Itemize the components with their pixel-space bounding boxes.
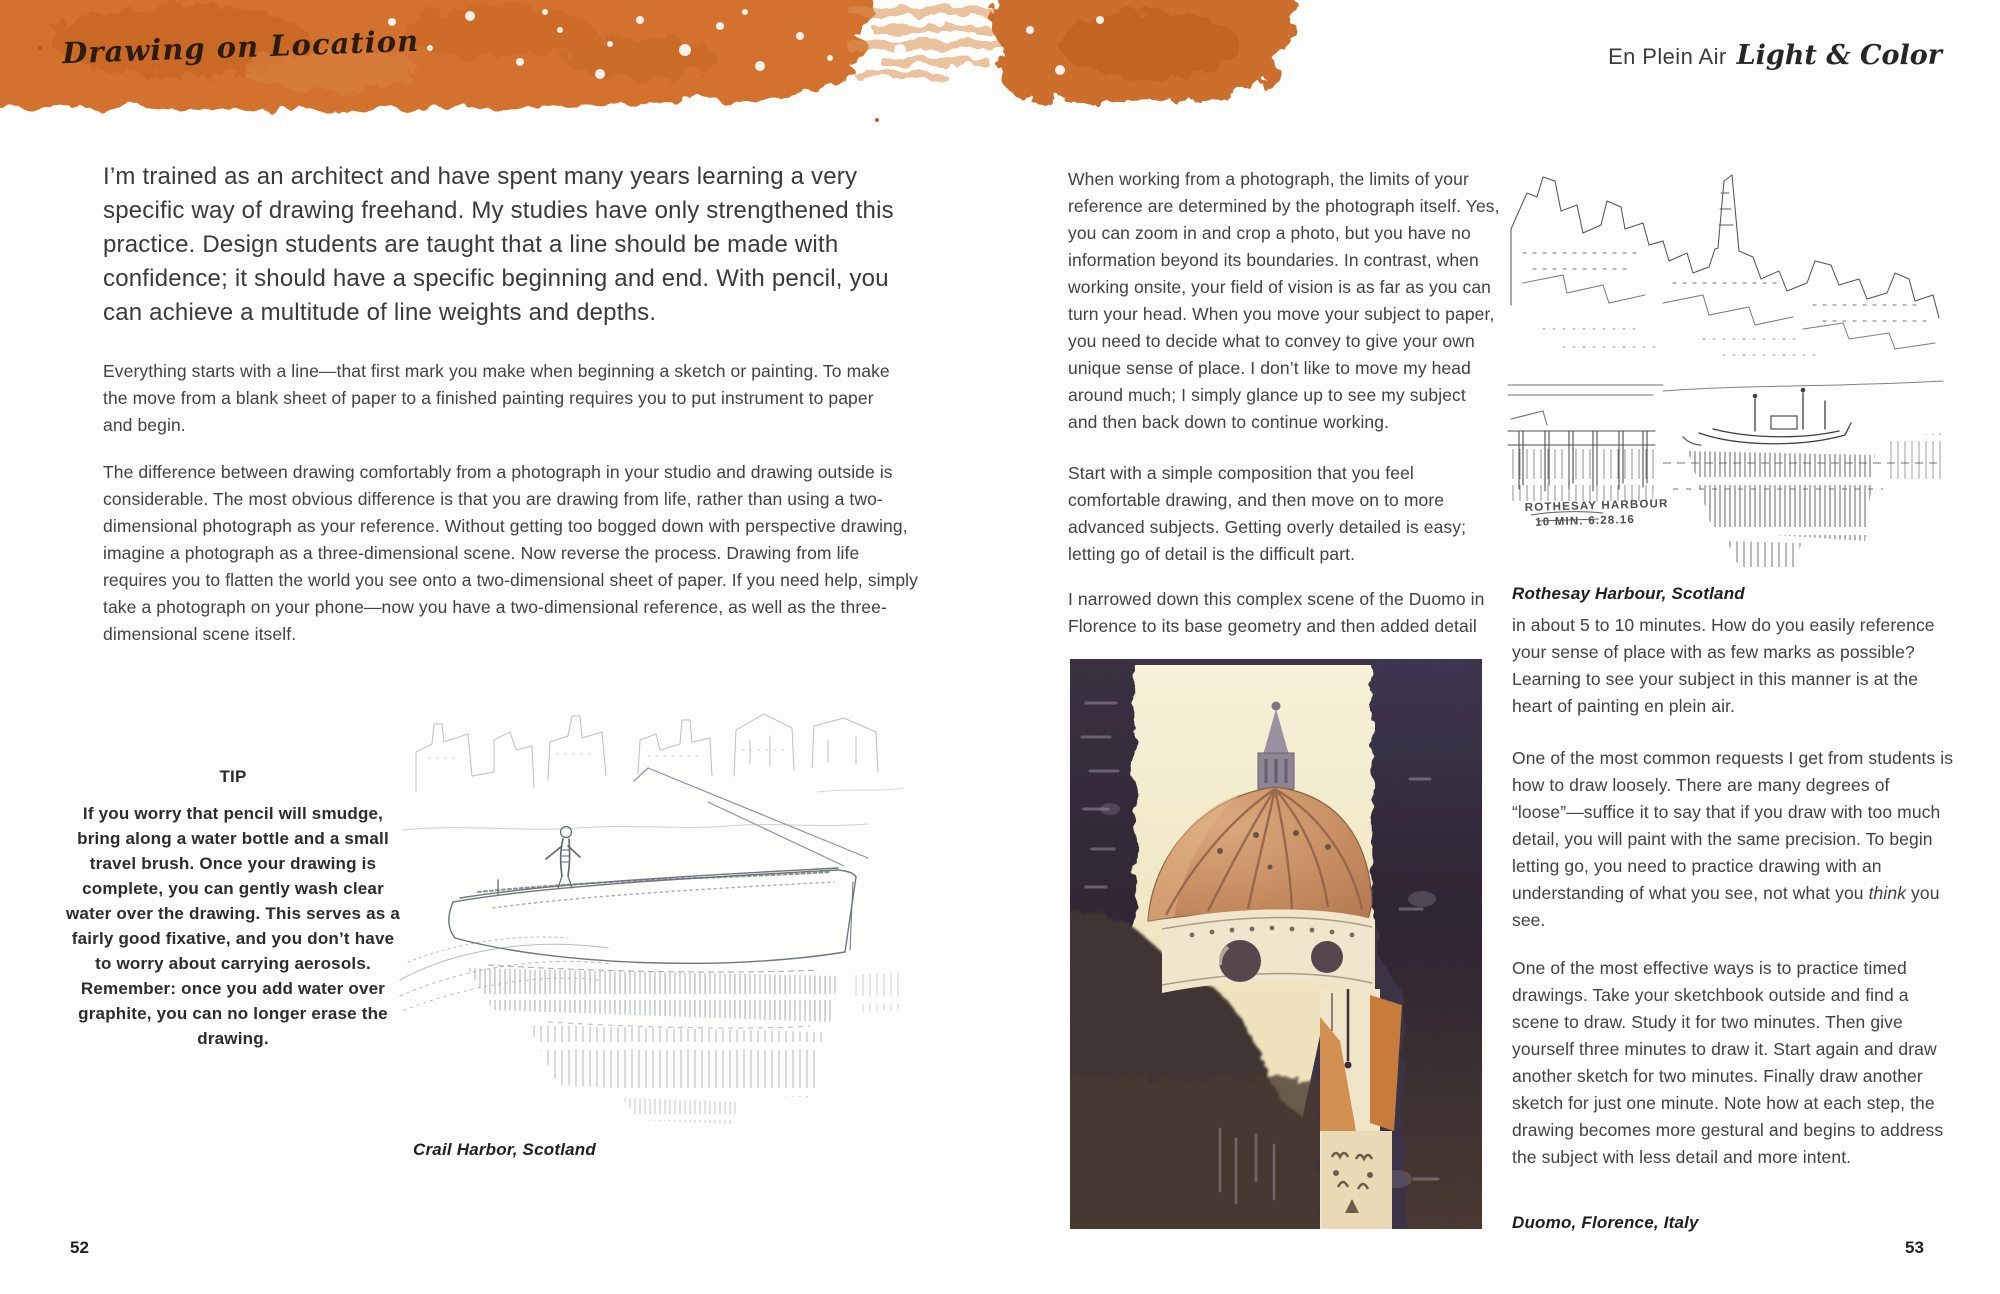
right-col1-paragraph-2: Start with a simple composition that you feel comfortable drawing, and then move on to more advanced subjects. Getting overly detailed is easy; letting go of detail is the difficult part. xyxy=(1068,463,1467,564)
left-paragraph-1: Everything starts with a line—that first mark you make when beginning a sketch or painting. To make the move from a blank sheet of paper to a finished painting requires you to put instrument to paper and begin. xyxy=(103,361,890,435)
sketch-annotation-line1: ROTHESAY HARBOUR xyxy=(1524,497,1669,515)
lead-paragraph: I’m trained as an architect and have spent many years learning a very specific way of drawing freehand. My studies have only strengthened this practice. Design students are taught that a line should be made with confidence; it should have a specific beginning and end. With pencil, you can achieve a multitude of line weights and depths. xyxy=(103,163,894,326)
watercolor-wash-banner xyxy=(0,0,1300,132)
right-running-head-script: Light & Color xyxy=(1736,40,1942,71)
right-col1-paragraph-3: I narrowed down this complex scene of the Duomo in Florence to its base geometry and then added detail xyxy=(1068,589,1485,636)
right-running-head-plain: En Plein Air xyxy=(1608,44,1727,69)
rothesay-harbour-sketch xyxy=(1503,133,1950,571)
tip-box xyxy=(66,764,400,1051)
crail-caption: Crail Harbor, Scotland xyxy=(413,1140,596,1159)
loose-paragraph-pre: One of the most common requests I get from students is how to draw loosely. There are many degrees of “loose”—suffice it to say that if you draw with too much detail, you will paint with the same precision. To begin letting go, you need to practice drawing with an understanding of what you see, not what you xyxy=(1512,748,1954,903)
left-running-head: Drawing on Location xyxy=(61,23,420,71)
crail-harbor-sketch xyxy=(398,680,910,1128)
sketch-annotation xyxy=(1525,497,1670,531)
loose-paragraph-post: you see. xyxy=(1512,883,1940,930)
right-col2-paragraph-1: in about 5 to 10 minutes. How do you easily reference your sense of place with as few marks as possible? Learning to see your subject in this manner is at the heart of painting en plein air. xyxy=(1512,615,1935,716)
duomo-caption: Duomo, Florence, Italy xyxy=(1512,1213,1699,1232)
left-paragraph-2: The difference between drawing comfortably from a photograph in your studio and drawing outside is considerable. The most obvious difference is that you are drawing from life, rather than using a two-dimensional photograph as your reference. Without getting too bogged down with perspective drawing, imagine a photograph as a three-dimensional scene. Now reverse the process. Drawing from life requires you to flatten the world you see onto a two-dimensional sheet of paper. If you need help, simply take a photograph on your phone—now you have a two-dimensional reference, as well as the three-dimensional scene itself. xyxy=(103,462,919,644)
right-col1-paragraph-1: When working from a photograph, the limits of your reference are determined by the photograph itself. Yes, you can zoom in and crop a photo, but you have no information beyond its boundaries. In contrast, when working onsite, your field of vision is as far as you can turn your head. When you move your subject to paper, you need to decide what to convey to give your own unique sense of place. I don’t like to move my head around much; I simply glance up to see my subject and then back down to continue working. xyxy=(1068,169,1500,432)
duomo-watercolor-painting xyxy=(1070,659,1482,1229)
left-page-number: 52 xyxy=(70,1238,89,1257)
right-col2-paragraph-3: One of the most effective ways is to practice timed drawings. Take your sketchbook outside and find a scene to draw. Study it for two minutes. Then give yourself three minutes to draw it. Start again and draw another sketch for two minutes. Finally draw another sketch for just one minute. Note how at each step, the drawing becomes more gestural and begins to address the subject with less detail and more intent. xyxy=(1512,958,1944,1167)
sketch-annotation-line2: 10 MIN. 6.28.16 xyxy=(1535,513,1636,529)
right-running-head xyxy=(1608,40,1942,71)
right-col2-paragraph-2 xyxy=(1512,745,1956,934)
tip-heading: TIP xyxy=(219,767,247,786)
rothesay-caption: Rothesay Harbour, Scotland xyxy=(1512,584,1745,603)
right-page-number: 53 xyxy=(1905,1238,1924,1257)
loose-paragraph-italic-word: think xyxy=(1868,883,1907,903)
tip-body: If you worry that pencil will smudge, bring along a water bottle and a small travel brush. Once your drawing is complete, you can gently wash clear water over the drawing. This serves as a fairly good fixative, and you don’t have to worry about carrying aerosols. Remember: once you add water over graphite, you can no longer erase the drawing. xyxy=(66,804,400,1048)
